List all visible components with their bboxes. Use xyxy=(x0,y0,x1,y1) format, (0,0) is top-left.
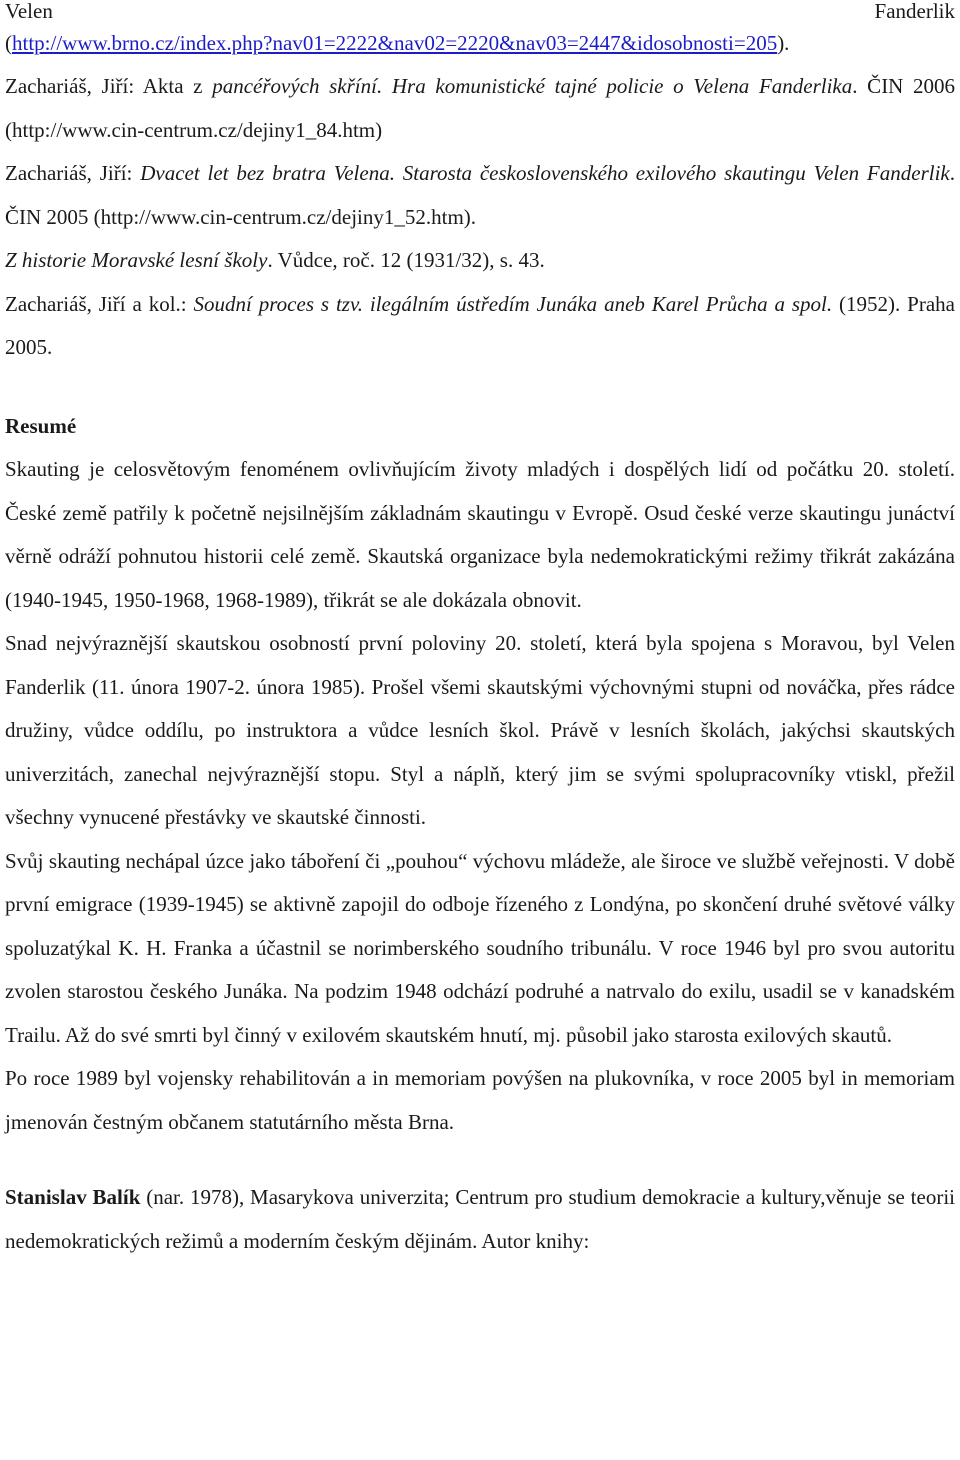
reference-link[interactable]: http://www.brno.cz/index.php?nav01=2222&nav02=2220&nav03=2447&idosobnosti=205 xyxy=(12,31,778,55)
author-note xyxy=(5,1176,955,1263)
resume-paragraph: Svůj skauting nechápal úzce jako táboření či „pouhou“ výchovu mládeže, ale široce ve službě veřejnosti. V době první emigrace (1939-1945) se aktivně zapojil do odboje řízeného z Londýna, po skončení druhé světové války spoluzatýkal K. H. Franka a účastnil se norimberského soudního tribunálu. V roce 1946 byl pro svou autoritu zvolen starostou českého Junáka. Na podzim 1948 odchází podruhé a natrvalo do exilu, usadil se v kanadském Trailu. Až do své smrti byl činný v exilovém skautském hnutí, mj. působil jako starosta exilových skautů. xyxy=(5,848,955,1047)
resume-paragraph: Po roce 1989 byl vojensky rehabilitován a in memoriam povýšen na plukovníka, v roce 2005 byl in memoriam jmenován čestným občanem statutárního města Brna. xyxy=(5,1066,955,1134)
page-header xyxy=(5,0,955,22)
references-list xyxy=(5,22,955,370)
resume-heading: Resumé xyxy=(5,413,77,438)
reference-item: Zachariáš, Jiří a kol.: Soudní proces s tzv. ilegálním ústředím Junáka aneb Karel Průcha a spol. (1952). Praha 2005. xyxy=(5,291,955,359)
resume-section xyxy=(5,405,955,1145)
author-name: Stanislav Balík xyxy=(5,1185,141,1209)
header-right: Fanderlik xyxy=(874,0,955,23)
reference-item: Zachariáš, Jiří: Akta z pancéřových skříní. Hra komunistické tajné policie o Velena Fanderlika. ČIN 2006 (http://www.cin-centrum.cz/dejiny1_84.htm) xyxy=(5,74,956,142)
resume-paragraph: Snad nejvýraznější skautskou osobností první poloviny 20. století, která byla spojena s Moravou, byl Velen Fanderlik (11. února 1907-2. února 1985). Prošel všemi skautskými výchovnými stupni od nováčka, přes rádce družiny, vůdce oddílu, po instruktora a vůdce lesních škol. Právě v lesních školách, jakýchsi skautských univerzitách, zanechal nejvýraznější stopu. Styl a náplň, který jim se svými spolupracovníky vtiskl, přežil všechny vynucené přestávky ve skautské činnosti. xyxy=(5,631,955,829)
author-bio: (nar. 1978), Masarykova univerzita; Centrum pro studium demokracie a kultury,věnuje se teorii nedemokratických režimů a moderním českým dějinám. Autor knihy: xyxy=(5,1185,955,1253)
reference-item: (http://www.brno.cz/index.php?nav01=2222&nav02=2220&nav03=2447&idosobnosti=205). xyxy=(5,31,790,55)
reference-item: Z historie Moravské lesní školy. Vůdce, roč. 12 (1931/32), s. 43. xyxy=(5,248,545,272)
reference-item: Zachariáš, Jiří: Dvacet let bez bratra Velena. Starosta československého exilového skautingu Velen Fanderlik. ČIN 2005 (http://www.cin-centrum.cz/dejiny1_52.htm). xyxy=(5,161,955,229)
resume-paragraph: Skauting je celosvětovým fenoménem ovlivňujícím životy mladých i dospělých lidí od počátku 20. století. České země patřily k početně nejsilnějším základnám skautingu v Evropě. Osud české verze skautingu junáctví věrně odráží pohnutou historii celé země. Skautská organizace byla nedemokratickými režimy třikrát zakázána (1940-1945, 1950-1968, 1968-1989), třikrát se ale dokázala obnovit. xyxy=(5,457,955,612)
header-left: Velen xyxy=(5,0,53,23)
